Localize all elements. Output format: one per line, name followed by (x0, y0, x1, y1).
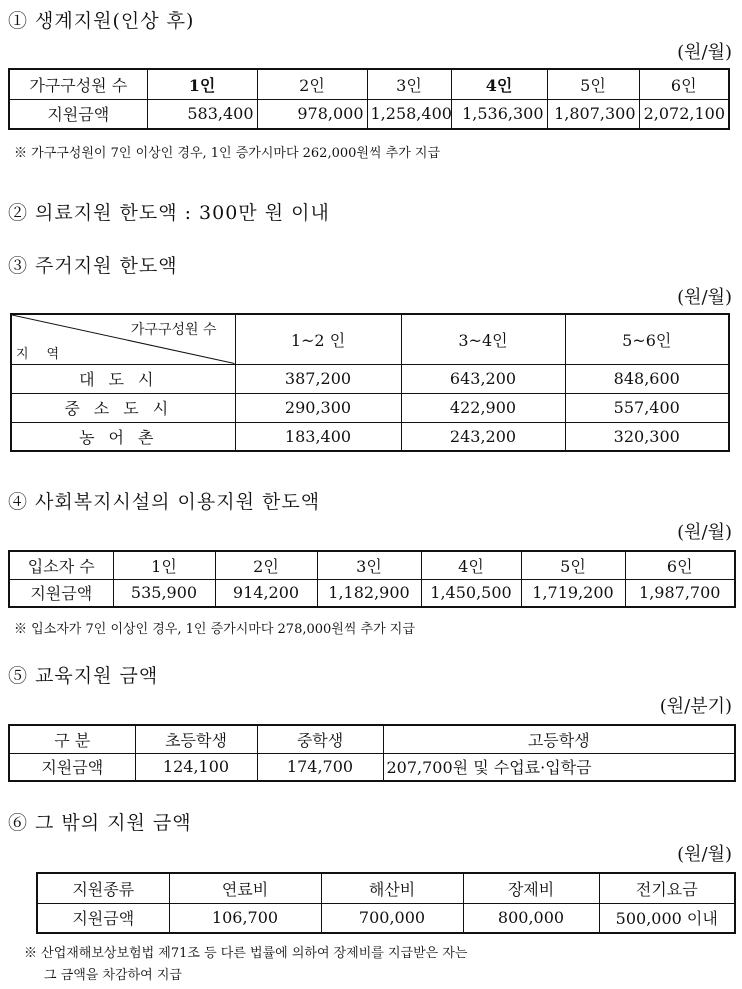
amount-cell: 1,450,500 (421, 579, 521, 607)
header-cell: 입소자 수 (9, 551, 113, 579)
diagonal-corner-cell (11, 314, 235, 364)
table-header-row (9, 551, 735, 579)
amount-cell: 183,400 (235, 422, 401, 451)
amount-cell: 557,400 (565, 393, 729, 422)
region-label: 대도시 (11, 364, 235, 393)
amount-cell: 848,600 (565, 364, 729, 393)
amount-cell: 700,000 (321, 903, 463, 933)
header-cell: 5인 (547, 69, 639, 99)
education-table (8, 724, 736, 782)
section-6-heading: ⑥ 그 밖의 지원 금액 (8, 812, 192, 834)
section-2-heading: ② 의료지원 한도액 : 300만 원 이내 (8, 202, 330, 224)
amount-cell: 1,258,400 (367, 99, 451, 129)
section-5-heading: ⑤ 교육지원 금액 (8, 665, 159, 687)
header-cell: 1~2 인 (235, 314, 401, 364)
header-cell: 4인 (451, 69, 547, 99)
table-header-row (9, 725, 735, 753)
region-label: 농어촌 (11, 422, 235, 451)
section-4-note: ※ 입소자가 7인 이상인 경우, 1인 증가시마다 278,000원씩 추가 지급 (14, 622, 415, 637)
amount-cell: 583,400 (147, 99, 257, 129)
amount-cell: 1,807,300 (547, 99, 639, 129)
header-cell: 2인 (257, 69, 367, 99)
amount-cell: 800,000 (463, 903, 599, 933)
table-header-row (37, 873, 735, 903)
section-1-heading: ① 생계지원(인상 후) (8, 10, 195, 32)
amount-cell: 1,536,300 (451, 99, 547, 129)
header-cell: 3인 (367, 69, 451, 99)
header-cell: 3인 (317, 551, 421, 579)
table-row (9, 579, 735, 607)
header-cell: 3~4인 (401, 314, 565, 364)
amount-cell: 320,300 (565, 422, 729, 451)
section-1-unit: (원/월) (677, 42, 732, 63)
amount-cell: 1,987,700 (625, 579, 735, 607)
section-6-unit: (원/월) (677, 844, 732, 865)
row-label: 지원금액 (9, 99, 147, 129)
amount-cell: 1,719,200 (521, 579, 625, 607)
row-label: 지원금액 (9, 753, 135, 781)
header-cell: 지원종류 (37, 873, 169, 903)
other-support-table (36, 872, 736, 934)
section-3-heading: ③ 주거지원 한도액 (8, 255, 178, 277)
amount-cell: 2,072,100 (639, 99, 729, 129)
header-cell: 4인 (421, 551, 521, 579)
header-cell: 가구구성원 수 (9, 69, 147, 99)
section-3-unit: (원/월) (677, 287, 732, 308)
welfare-facility-table (8, 550, 736, 608)
amount-cell: 422,900 (401, 393, 565, 422)
amount-cell: 914,200 (215, 579, 317, 607)
header-cell: 고등학생 (383, 725, 735, 753)
table-row (9, 753, 735, 781)
header-cell: 5인 (521, 551, 625, 579)
table-row (11, 422, 729, 451)
header-cell: 구 분 (9, 725, 135, 753)
header-cell: 5~6인 (565, 314, 729, 364)
amount-cell: 290,300 (235, 393, 401, 422)
header-cell: 6인 (625, 551, 735, 579)
section-1-note: ※ 가구구성원이 7인 이상인 경우, 1인 증가시마다 262,000원씩 추가 지급 (14, 146, 441, 161)
row-label: 지원금액 (37, 903, 169, 933)
amount-cell: 124,100 (135, 753, 257, 781)
livelihood-table (8, 68, 730, 130)
region-label: 중소도시 (11, 393, 235, 422)
header-cell: 1인 (113, 551, 215, 579)
header-cell: 해산비 (321, 873, 463, 903)
header-cell: 2인 (215, 551, 317, 579)
row-label: 지원금액 (9, 579, 113, 607)
table-row (9, 99, 729, 129)
header-cell: 전기요금 (599, 873, 735, 903)
table-header-row (11, 314, 729, 364)
amount-cell: 243,200 (401, 422, 565, 451)
corner-bottom-label: 지역 (16, 346, 78, 362)
header-cell: 초등학생 (135, 725, 257, 753)
amount-cell: 207,700원 및 수업료·입학금 (383, 753, 735, 781)
amount-cell: 106,700 (169, 903, 321, 933)
amount-cell: 174,700 (257, 753, 383, 781)
table-header-row (9, 69, 729, 99)
amount-cell: 978,000 (257, 99, 367, 129)
amount-cell: 535,900 (113, 579, 215, 607)
header-cell: 장제비 (463, 873, 599, 903)
header-cell: 중학생 (257, 725, 383, 753)
amount-cell: 1,182,900 (317, 579, 421, 607)
corner-top-label: 가구구성원 수 (130, 322, 217, 338)
section-6-note-line2: 그 금액을 차감하여 지급 (44, 968, 182, 983)
section-4-heading: ④ 사회복지시설의 이용지원 한도액 (8, 491, 321, 513)
housing-table (10, 313, 730, 452)
section-6-note-line1: ※ 산업재해보상보험법 제71조 등 다른 법률에 의하여 장제비를 지급받은 자는 (24, 946, 468, 961)
amount-cell: 500,000 이내 (599, 903, 735, 933)
section-4-unit: (원/월) (677, 522, 732, 543)
section-5-unit: (원/분기) (659, 696, 732, 717)
header-cell: 1인 (147, 69, 257, 99)
amount-cell: 643,200 (401, 364, 565, 393)
table-row (37, 903, 735, 933)
amount-cell: 387,200 (235, 364, 401, 393)
table-row (11, 364, 729, 393)
header-cell: 연료비 (169, 873, 321, 903)
header-cell: 6인 (639, 69, 729, 99)
table-row (11, 393, 729, 422)
